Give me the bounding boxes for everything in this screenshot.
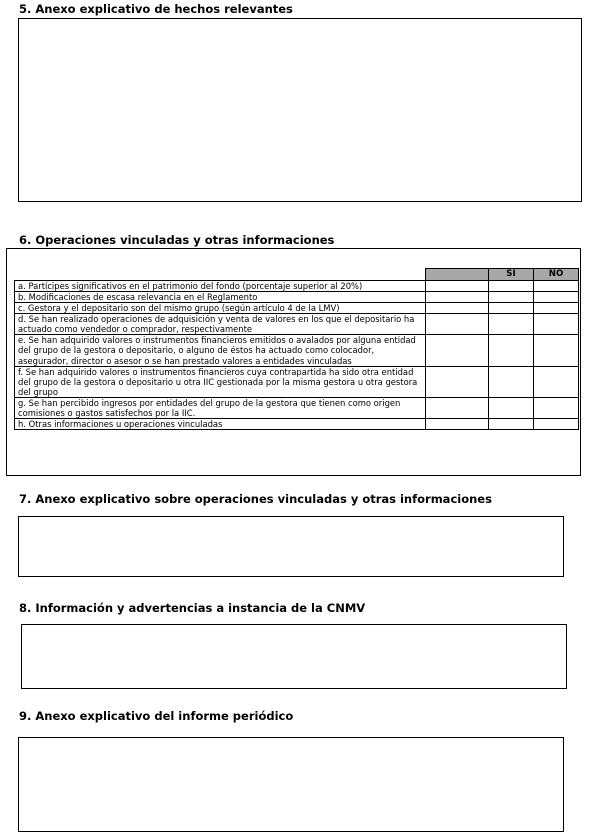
row-cell[interactable] <box>426 366 489 397</box>
operations-table <box>14 268 579 430</box>
row-si-cell[interactable] <box>489 335 534 366</box>
row-cell[interactable] <box>426 292 489 303</box>
row-cell[interactable] <box>426 281 489 292</box>
row-description: f. Se han adquirido valores o instrumentos financieros cuya contrapartida ha sido otra entidad del grupo de la gestora o depositario u otra IIC gestionada por la misma gestora u otra gestora del grupo <box>15 366 426 397</box>
table-row <box>15 397 579 418</box>
table-row <box>15 366 579 397</box>
row-no-cell[interactable] <box>534 281 579 292</box>
section-9-text-box[interactable] <box>18 737 564 832</box>
table-row <box>15 281 579 292</box>
row-no-cell[interactable] <box>534 397 579 418</box>
table-row <box>15 292 579 303</box>
header-empty-cell <box>426 269 489 281</box>
section-7-title: 7. Anexo explicativo sobre operaciones vinculadas y otras informaciones <box>19 492 492 506</box>
row-si-cell[interactable] <box>489 397 534 418</box>
section-9-title: 9. Anexo explicativo del informe periódico <box>19 709 294 723</box>
row-no-cell[interactable] <box>534 366 579 397</box>
row-cell[interactable] <box>426 419 489 430</box>
row-description: e. Se han adquirido valores o instrumentos financieros emitidos o avalados por alguna entidad del grupo de la gestora o depositario, o alguno de éstos ha actuado como colocador, asegurador, director o asesor o se han prestado valores a entidades vinculadas <box>15 335 426 366</box>
table-header-row <box>15 269 579 281</box>
row-description: c. Gestora y el depositario son del mismo grupo (según artículo 4 de la LMV) <box>15 303 426 314</box>
row-si-cell[interactable] <box>489 314 534 335</box>
row-si-cell[interactable] <box>489 292 534 303</box>
row-description: h. Otras informaciones u operaciones vinculadas <box>15 419 426 430</box>
row-no-cell[interactable] <box>534 314 579 335</box>
row-si-cell[interactable] <box>489 419 534 430</box>
row-no-cell[interactable] <box>534 335 579 366</box>
row-cell[interactable] <box>426 314 489 335</box>
row-no-cell[interactable] <box>534 419 579 430</box>
header-blank-cell <box>15 269 426 281</box>
section-6-title: 6. Operaciones vinculadas y otras informaciones <box>19 233 335 247</box>
section-5-text-box[interactable] <box>18 18 582 202</box>
row-cell[interactable] <box>426 397 489 418</box>
row-si-cell[interactable] <box>489 281 534 292</box>
row-description: a. Partícipes significativos en el patrimonio del fondo (porcentaje superior al 20%) <box>15 281 426 292</box>
row-si-cell[interactable] <box>489 366 534 397</box>
header-si-cell: SI <box>489 269 534 281</box>
row-description: g. Se han percibido ingresos por entidades del grupo de la gestora que tienen como origen comisiones o gastos satisfechos por la IIC. <box>15 397 426 418</box>
row-si-cell[interactable] <box>489 303 534 314</box>
section-5-title: 5. Anexo explicativo de hechos relevantes <box>19 2 293 16</box>
row-cell[interactable] <box>426 303 489 314</box>
table-row <box>15 303 579 314</box>
row-no-cell[interactable] <box>534 292 579 303</box>
row-description: b. Modificaciones de escasa relevancia en el Reglamento <box>15 292 426 303</box>
section-8-title: 8. Información y advertencias a instancia de la CNMV <box>19 601 366 615</box>
table-row <box>15 419 579 430</box>
section-7-text-box[interactable] <box>18 516 564 577</box>
header-no-cell: NO <box>534 269 579 281</box>
row-cell[interactable] <box>426 335 489 366</box>
row-description: d. Se han realizado operaciones de adquisición y venta de valores en los que el depositario ha actuado como vendedor o comprador, respectivamente <box>15 314 426 335</box>
table-row <box>15 335 579 366</box>
row-no-cell[interactable] <box>534 303 579 314</box>
table-row <box>15 314 579 335</box>
section-8-text-box[interactable] <box>21 624 567 689</box>
